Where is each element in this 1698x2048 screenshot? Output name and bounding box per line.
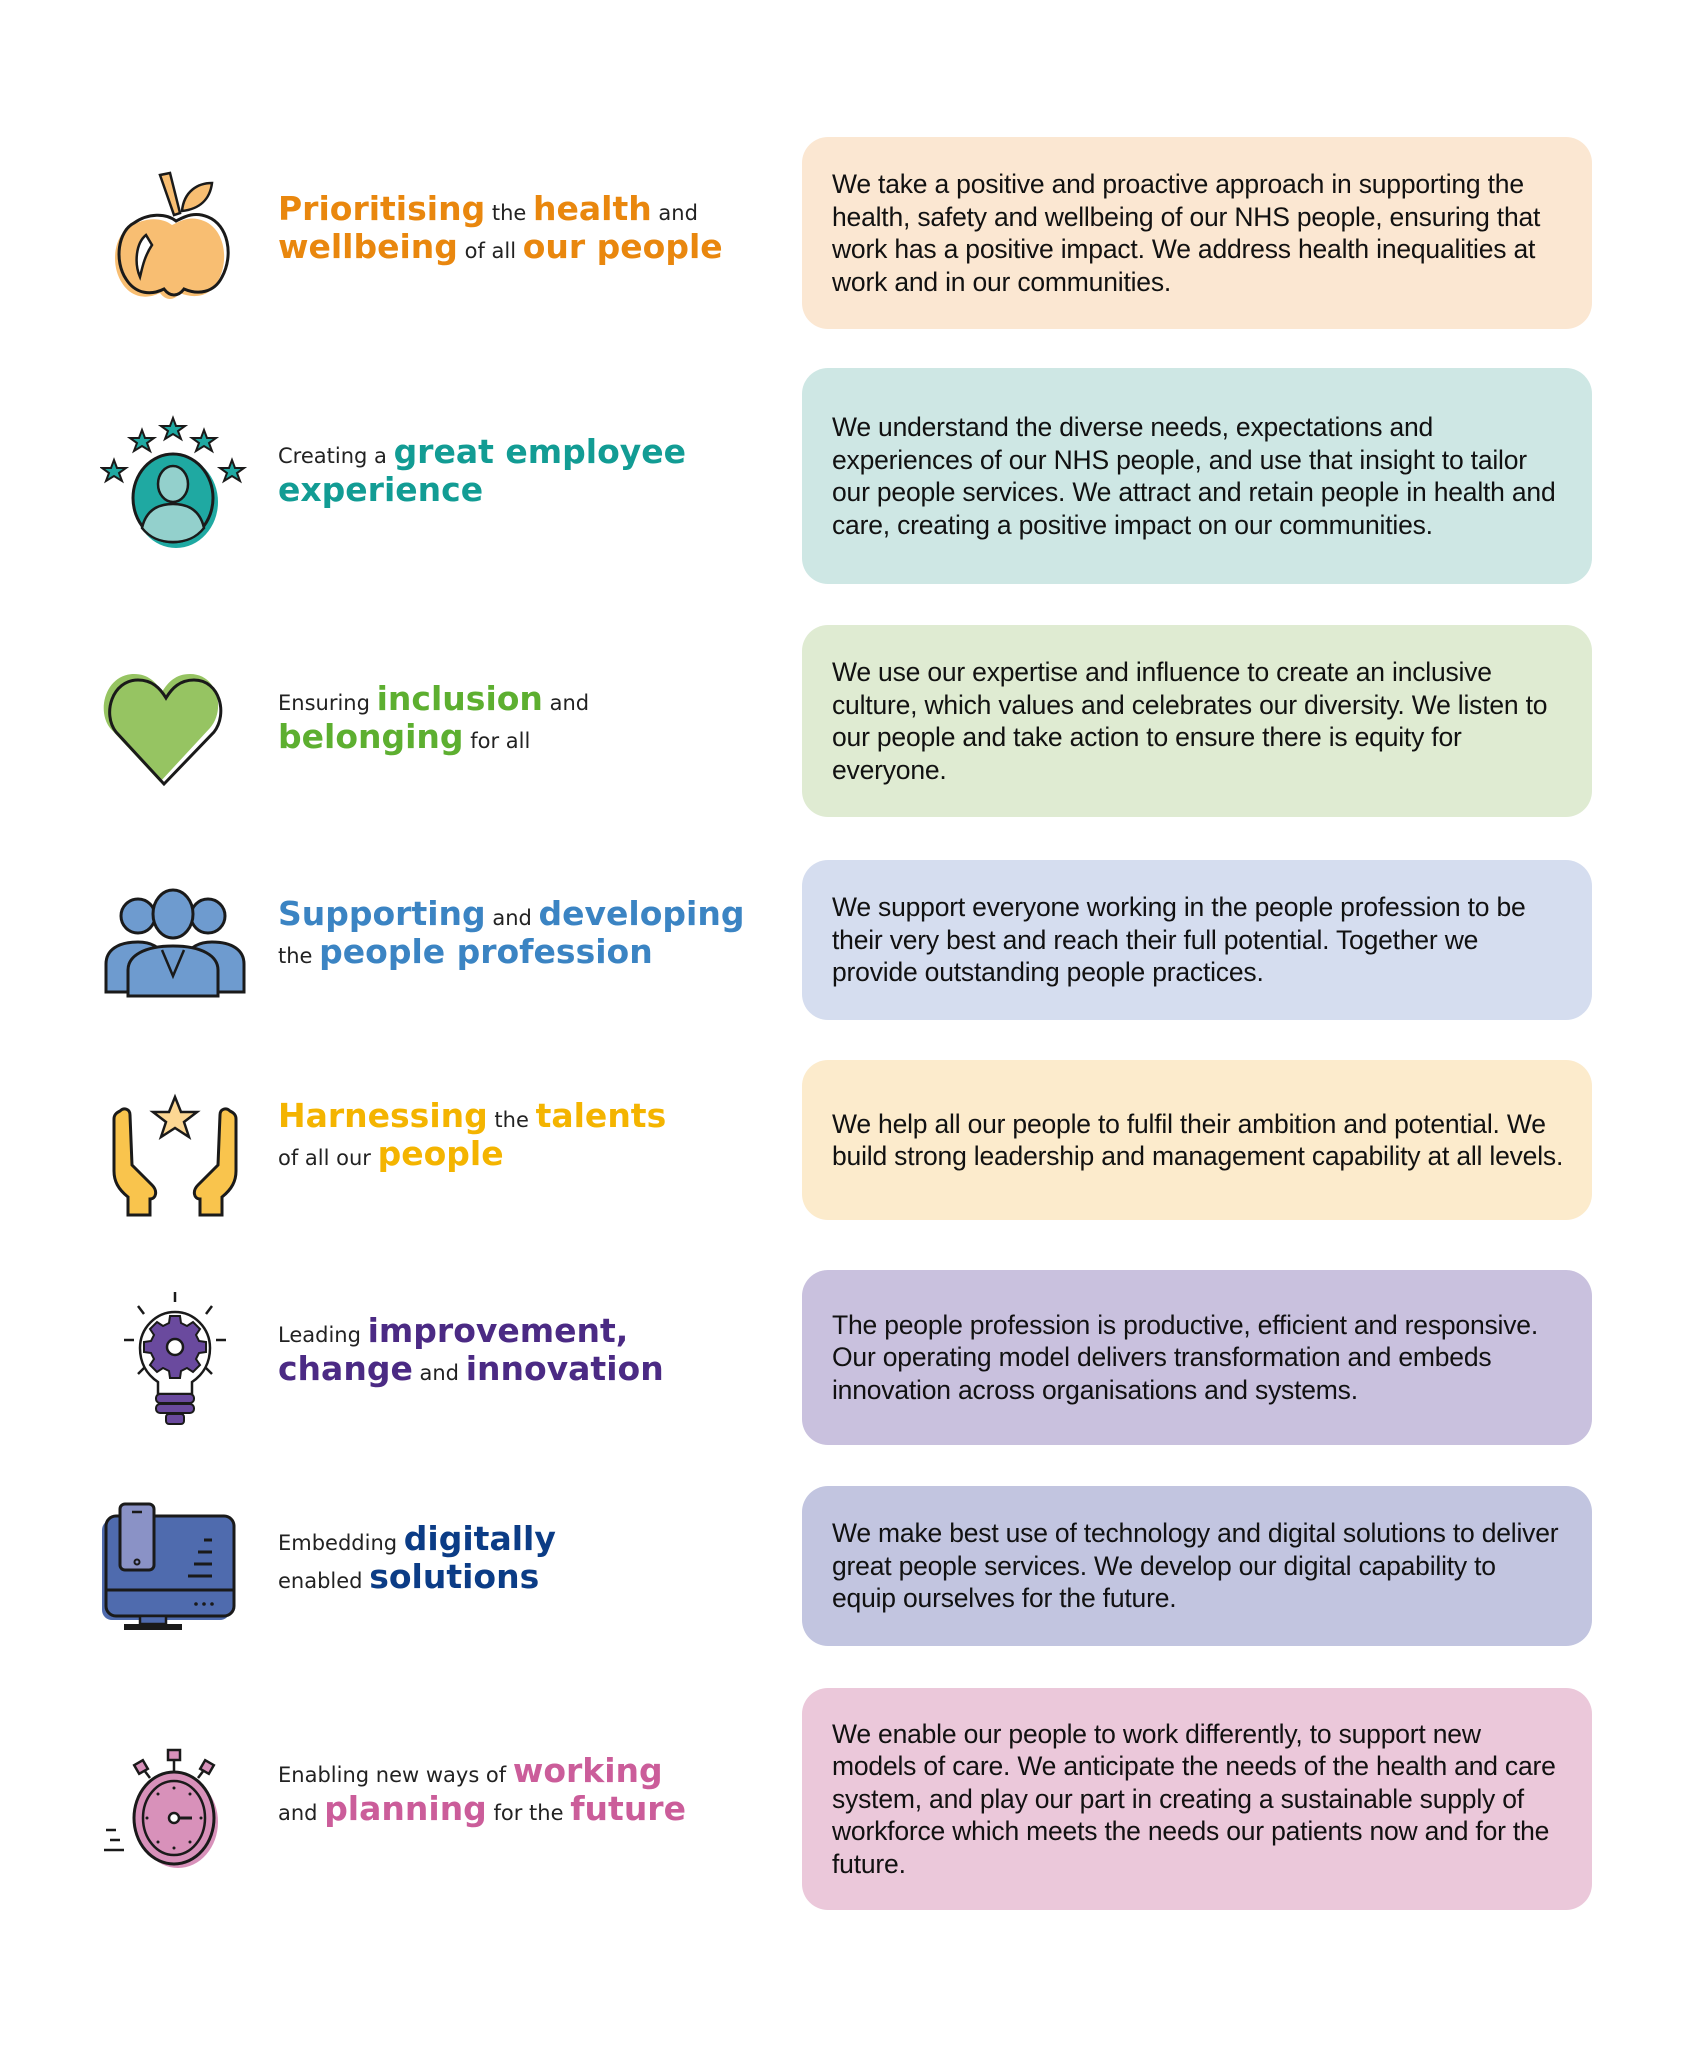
pillar-heading	[278, 1312, 778, 1388]
heading-line-2: of all our people	[278, 1133, 504, 1173]
pillar-heading	[278, 1752, 778, 1828]
pillar-description-card	[802, 137, 1592, 329]
employee-stars-icon	[100, 410, 250, 550]
heading-line-2: and planning for the future	[278, 1788, 686, 1828]
heading-line-1: Enabling new ways of working	[278, 1751, 663, 1790]
pillar-heading	[278, 433, 778, 509]
heart-icon	[100, 660, 250, 800]
pillar-description: We support everyone working in the people profession to be their very best and reach their full potential. Together we provide outstanding people practices.	[832, 892, 1526, 988]
pillar-heading	[278, 1097, 778, 1173]
apple-icon	[100, 165, 250, 305]
heading-line-2: enabled solutions	[278, 1556, 540, 1596]
pillar-description-card	[802, 625, 1592, 817]
heading-line-1: Harnessing the talents	[278, 1096, 667, 1135]
heading-line-1: Supporting and developing	[278, 894, 745, 933]
pillar-description: We enable our people to work differently, to support new models of care. We anticipate the needs of the health and care system, and play our part in creating a sustainable supply of workforce which meets the needs our patients now and for the future.	[832, 1718, 1556, 1879]
pillar-description: We understand the diverse needs, expectations and experiences of our NHS people, and use that insight to tailor our people services. We attract and retain people in health and care, creating a positive impact on our communities.	[832, 412, 1556, 540]
pillar-heading	[278, 1520, 778, 1596]
heading-line-2: belonging for all	[278, 716, 531, 756]
hands-star-icon	[100, 1085, 250, 1225]
heading-line-2: the people profession	[278, 931, 653, 971]
heading-line-1: Prioritising the health and	[278, 189, 698, 228]
pillar-heading	[278, 190, 778, 266]
pillar-description-card	[802, 1270, 1592, 1445]
heading-line-2: change and innovation	[278, 1348, 664, 1388]
heading-line-1: Creating a great employee	[278, 432, 687, 471]
heading-line-1: Ensuring inclusion and	[278, 679, 590, 718]
pillar-description: We take a positive and proactive approach in supporting the health, safety and wellbeing of our NHS people, ensuring that work has a positive impact. We address health inequalities at work and in our communities.	[832, 169, 1541, 297]
heading-line-1: Leading improvement,	[278, 1311, 629, 1350]
pillar-description-card	[802, 1688, 1592, 1910]
pillar-heading	[278, 895, 778, 971]
lightbulb-gear-icon	[100, 1290, 250, 1430]
people-group-icon	[100, 880, 250, 1020]
pillar-description: We help all our people to fulfil their ambition and potential. We build strong leadership and management capability at all levels.	[832, 1108, 1564, 1171]
heading-line-2: experience	[278, 469, 484, 509]
heading-line-1: Embedding digitally	[278, 1519, 556, 1558]
pillar-description-card	[802, 1486, 1592, 1646]
pillar-description-card	[802, 1060, 1592, 1220]
pillar-description: We make best use of technology and digital solutions to deliver great people services. We develop our digital capability to equip ourselves for the future.	[832, 1518, 1559, 1614]
computer-phone-icon	[100, 1500, 250, 1640]
pillar-description-card	[802, 368, 1592, 584]
heading-line-2: wellbeing of all our people	[278, 226, 723, 266]
pillar-description-card	[802, 860, 1592, 1020]
pillar-description: The people profession is productive, efficient and responsive. Our operating model delivers transformation and embeds innovation across organisations and systems.	[832, 1309, 1538, 1405]
stopwatch-icon	[100, 1738, 250, 1878]
pillar-description: We use our expertise and influence to create an inclusive culture, which values and celebrates our diversity. We listen to our people and take action to ensure there is equity for everyone.	[832, 657, 1548, 785]
pillar-heading	[278, 680, 778, 756]
